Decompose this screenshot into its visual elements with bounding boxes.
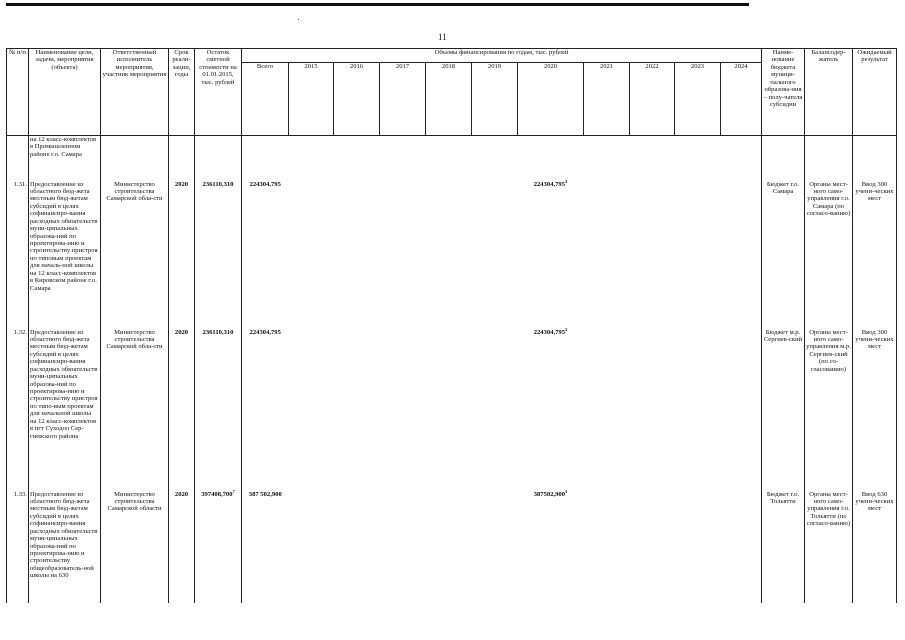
row-year-empty xyxy=(334,491,380,603)
row-budget xyxy=(762,491,805,603)
table-row xyxy=(7,136,897,181)
row-year-empty xyxy=(472,329,518,491)
col-remainder-header: Остаток сметной стоимости на 01.01.2015, тыс. рублей xyxy=(195,49,242,136)
row-holder xyxy=(805,491,853,603)
row-holder xyxy=(805,136,853,181)
col-num-header: № п/п xyxy=(7,49,29,136)
row-budget xyxy=(762,136,805,181)
row-num-text: 1.33. xyxy=(13,490,27,498)
row-term xyxy=(169,329,195,491)
row-year-empty xyxy=(721,329,762,491)
row-value-2020 xyxy=(518,178,584,329)
row-year-empty xyxy=(334,136,380,181)
row-year-empty xyxy=(380,329,426,491)
row-remainder-text: 397408,700 xyxy=(201,490,233,498)
row-result-text: Ввод 630 учени-ческих мест xyxy=(855,490,894,513)
row-year-empty xyxy=(289,136,334,181)
col-year-header: 2024 xyxy=(721,63,762,136)
row-year-empty xyxy=(630,491,675,603)
row-year-empty xyxy=(721,136,762,181)
footnote-mark: 7 xyxy=(232,488,235,494)
row-value-2020 xyxy=(518,136,584,181)
col-year-header: 2015 xyxy=(289,63,334,136)
col-executor-header: Ответственный исполнитель мероприятия, участник мероприятия xyxy=(101,49,169,136)
table-row xyxy=(7,491,897,603)
col-year-header: 2018 xyxy=(426,63,472,136)
page-number: 11 xyxy=(438,32,447,42)
row-total xyxy=(242,491,289,603)
row-total xyxy=(242,136,289,181)
row-year-empty xyxy=(472,181,518,329)
row-value-2020-text: 224304,795 xyxy=(533,180,566,188)
col-holder-header: Балансодер-жатель xyxy=(805,49,853,136)
row-year-empty xyxy=(584,491,630,603)
row-term-text: 2020 xyxy=(174,490,189,498)
row-num xyxy=(7,329,29,491)
row-year-empty xyxy=(334,329,380,491)
row-year-empty xyxy=(472,491,518,603)
row-term xyxy=(169,491,195,603)
row-year-empty xyxy=(289,491,334,603)
row-holder-text: Органы мест-ного само-управления г.о. Самара (по согласо-ванию) xyxy=(806,180,851,218)
row-total xyxy=(242,329,289,491)
col-year-header: 2023 xyxy=(675,63,721,136)
row-year-empty xyxy=(472,136,518,181)
row-year-empty xyxy=(584,329,630,491)
row-num-text: 1.32. xyxy=(13,328,27,336)
row-term-text: 2020 xyxy=(174,180,189,188)
row-executor xyxy=(101,136,169,181)
footnote-mark: 3 xyxy=(565,178,568,184)
row-total-text: 387 502,900 xyxy=(248,490,282,498)
col-year-header: 2021 xyxy=(584,63,630,136)
row-result xyxy=(853,491,897,603)
row-name xyxy=(29,181,101,329)
row-year-empty xyxy=(380,491,426,603)
row-executor xyxy=(101,491,169,603)
row-result xyxy=(853,329,897,491)
row-year-empty xyxy=(426,181,472,329)
row-year-empty xyxy=(630,329,675,491)
row-num xyxy=(7,181,29,329)
row-holder xyxy=(805,181,853,329)
row-year-empty xyxy=(380,181,426,329)
row-budget-text: Бюджет г.о. Тольятти xyxy=(766,490,800,505)
row-remainder xyxy=(195,181,242,329)
row-value-2020-text: 387502,900 xyxy=(533,490,566,498)
row-executor-text: Министерство строительства Самарской обла-сти xyxy=(106,328,163,351)
row-executor xyxy=(101,181,169,329)
row-executor-text: Министерство строительства Самарской области xyxy=(107,490,162,513)
row-executor xyxy=(101,329,169,491)
row-budget xyxy=(762,181,805,329)
col-budget-header: Наиме-нование бюджета муници-пального образова-ния – полу-чателя субсидии xyxy=(762,49,805,136)
row-year-empty xyxy=(630,136,675,181)
row-name-text: Предоставление из областного бюд-жета местным бюд-жетам субсидий в целях софинансиро-вания расходных обязательств муни-ципальных образова-ний по проектирова-нию и строительству пристроя по типовым проектам для началь-ной школы на 12 класс-комплектов в Кировском районе г.о. Самара xyxy=(30,180,98,292)
row-name-text: на 12 класс-комплектов в Промышленном районе г.о. Самара xyxy=(30,136,97,158)
row-year-empty xyxy=(630,181,675,329)
row-year-empty xyxy=(380,136,426,181)
row-year-empty xyxy=(334,181,380,329)
scan-dot xyxy=(298,19,299,20)
col-year-header: 2020 xyxy=(518,63,584,136)
row-year-empty xyxy=(426,136,472,181)
row-holder xyxy=(805,329,853,491)
row-total-text: 224304,795 xyxy=(249,180,281,188)
table-row xyxy=(7,181,897,329)
row-executor-text: Министерство строительства Самарской обла-сти xyxy=(106,180,163,203)
footnote-mark: 3 xyxy=(565,326,568,332)
col-term-header: Срок реали-зации, годы xyxy=(169,49,195,136)
col-year-header: 2019 xyxy=(472,63,518,136)
row-year-empty xyxy=(675,136,721,181)
row-year-empty xyxy=(721,181,762,329)
row-term xyxy=(169,136,195,181)
col-volumes-header: Объемы финансирования по годам, тыс. рублей xyxy=(242,49,762,63)
row-num xyxy=(7,491,29,603)
row-year-empty xyxy=(289,181,334,329)
row-name xyxy=(29,136,101,181)
row-budget xyxy=(762,329,805,491)
top-rule xyxy=(6,3,749,6)
row-name-text: Предоставление из областного бюд-жета местным бюд-жетам субсидий в целях софинансиро-вания расходных обязательств муни-ципальных образова-ний по проектирова-нию и строительству общеобразователь-ной школы на 630 xyxy=(30,490,98,580)
row-remainder-text: 236110,310 xyxy=(202,328,234,336)
row-year-empty xyxy=(289,329,334,491)
row-holder-text: Органы мест-ного само-управления м.р. Сергиев-ский (по со-гласованию) xyxy=(806,328,851,373)
row-result xyxy=(853,181,897,329)
row-name xyxy=(29,329,101,491)
row-year-empty xyxy=(426,329,472,491)
row-remainder xyxy=(195,136,242,181)
table-body xyxy=(7,136,897,603)
row-result-text: Ввод 300 учени-ческих мест xyxy=(855,180,894,203)
row-year-empty xyxy=(584,136,630,181)
row-total xyxy=(242,181,289,329)
row-holder-text: Органы мест-ного само-управления г.о. Тольятти (по согласо-ванию) xyxy=(806,490,851,528)
col-result-header: Ожидаемый результат xyxy=(853,49,897,136)
row-value-2020 xyxy=(518,326,584,491)
row-year-empty xyxy=(675,491,721,603)
table-row xyxy=(7,329,897,491)
row-value-2020 xyxy=(518,488,584,603)
row-term xyxy=(169,181,195,329)
col-year-header: 2017 xyxy=(380,63,426,136)
col-name-header: Наименование цели, задачи, мероприятия (объекта) xyxy=(29,49,101,136)
row-year-empty xyxy=(584,181,630,329)
col-year-header: 2022 xyxy=(630,63,675,136)
row-value-2020-text: 224304,795 xyxy=(533,328,566,336)
row-name-text: Предоставление из областного бюд-жета местным бюд-жетам субсидий в целях софинансиро-вания расходных обязательств муни-ципальных образова-ний по проектирова-нию и строительству пристроя по типо-вым проектам для начальной школы на 12 класс-комплектов в пгт Суходол Сер-гиевского района xyxy=(30,328,98,440)
row-remainder-text: 236110,310 xyxy=(202,180,234,188)
row-year-empty xyxy=(675,181,721,329)
col-year-header: 2016 xyxy=(334,63,380,136)
row-total-text: 224304,795 xyxy=(249,328,281,336)
row-num xyxy=(7,136,29,181)
row-year-empty xyxy=(675,329,721,491)
row-budget-text: Бюджет г.о. Самара xyxy=(766,180,800,195)
row-remainder xyxy=(195,329,242,491)
row-name xyxy=(29,491,101,603)
row-year-empty xyxy=(426,491,472,603)
row-result xyxy=(853,136,897,181)
row-year-empty xyxy=(721,491,762,603)
col-total-header: Всего xyxy=(242,63,289,136)
row-term-text: 2020 xyxy=(174,328,189,336)
row-budget-text: Бюджет м.р. Сергиев-ский xyxy=(763,328,803,343)
footnote-mark: 3 xyxy=(565,488,568,494)
row-result-text: Ввод 300 учени-ческих мест xyxy=(855,328,894,351)
financing-table xyxy=(6,48,897,603)
row-remainder xyxy=(195,488,242,603)
row-num-text: 1.31. xyxy=(13,180,27,188)
